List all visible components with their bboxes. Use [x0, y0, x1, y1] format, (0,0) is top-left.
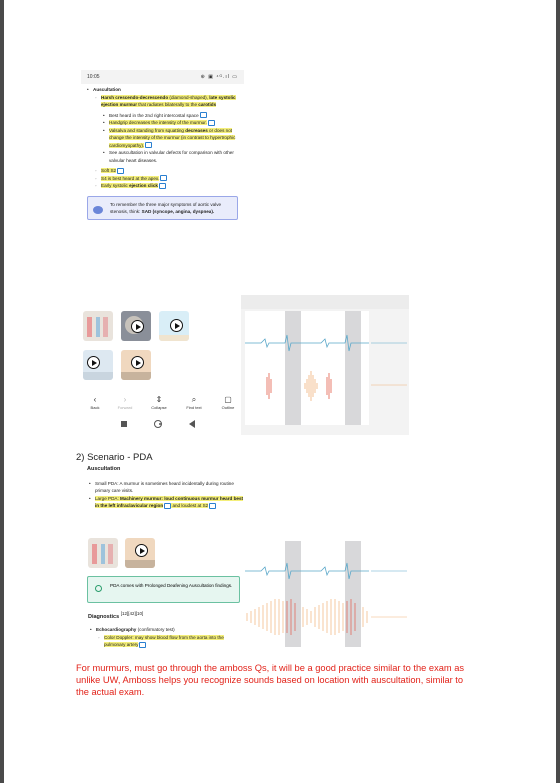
comment-icon[interactable] [159, 183, 166, 189]
pda-section [77, 466, 245, 510]
comment-icon[interactable] [209, 503, 216, 509]
soft-s2-item: ◦ Soft S2 [87, 167, 238, 175]
scenario-title: 2) Scenario - PDA [76, 452, 153, 463]
pda-mnemonic-box: PDA comes with Prolonged Deafening Auscultation findings. [87, 576, 240, 603]
video-thumbnail[interactable] [83, 311, 113, 341]
handgrip-item: • Handgrip decreases the intensity of the murmur. [87, 119, 238, 127]
forward-button[interactable]: › Forward [111, 395, 139, 410]
study-note: For murmurs, must go through the amboss Qs, it will be a good practice similar to the exam as unlike UW, Amboss helps you recognize sounds based on location with auscultation, similar to the actual exam. [76, 663, 465, 697]
chevron-right-icon: › [123, 395, 127, 404]
collapse-icon: ⇕ [155, 395, 163, 404]
find-text-button[interactable]: ⌕ Find text [180, 395, 208, 410]
comment-icon[interactable] [139, 642, 146, 648]
pda-video-thumbnail-1[interactable] [125, 538, 155, 568]
status-time: 10:05 [87, 74, 100, 80]
auscultation-heading: • Auscultation [87, 86, 238, 94]
play-icon[interactable] [131, 320, 144, 333]
echocardiography-item: • Echocardiography (confirmatory test) [90, 626, 240, 634]
document-page [4, 0, 556, 783]
back-button[interactable]: ‹ Back [81, 395, 109, 410]
outline-button[interactable]: ▢ Outline [214, 395, 242, 410]
color-doppler-item: ◦ Color Doppler: may show blood flow from the aorta into the pulmonary artery [90, 634, 240, 649]
phone-screenshot [81, 70, 244, 220]
heart-sound-diagram-pda [241, 527, 409, 653]
pda-auscultation-heading: Auscultation [87, 466, 121, 472]
video-thumbnail-1[interactable] [121, 311, 151, 341]
back-nav-icon[interactable] [189, 420, 195, 428]
video-thumbnail-3[interactable] [83, 350, 113, 380]
comment-icon[interactable] [160, 175, 167, 181]
murmur-description: ◦ Harsh crescendo-decrescendo (diamond-shaped), late systolic ejection murmur that radiates bilaterally to the carotids [87, 94, 238, 109]
status-icons: ⊕ ▣ ⁴ᴳ.ıl ▭ [200, 74, 238, 80]
brain-icon [93, 206, 103, 214]
s4-item: ◦ S4 is best heard at the apex. [87, 175, 238, 183]
diagnostics-list [90, 626, 240, 649]
outline-icon: ▢ [224, 395, 232, 404]
diagnostics-heading: Diagnostics [12][42][10] [88, 611, 144, 620]
recent-apps-icon[interactable] [121, 421, 127, 427]
comment-icon[interactable] [145, 142, 152, 148]
chevron-left-icon: ‹ [93, 395, 97, 404]
video-thumbnail-2[interactable] [159, 311, 189, 341]
heart-sound-diagram-as [241, 295, 409, 435]
comment-icon[interactable] [208, 120, 215, 126]
android-nav-bar [81, 417, 244, 431]
pda-video-thumbnail[interactable] [88, 538, 118, 568]
small-pda-item: • Small PDA: A murmur is sometimes heard incidentally during routine primary care visits. [89, 480, 245, 495]
best-heard-item: • Best heard in the 2nd right intercostal space [87, 112, 238, 120]
comment-icon[interactable] [200, 112, 207, 118]
play-icon[interactable] [135, 544, 148, 557]
find-icon: ⌕ [191, 395, 197, 404]
play-icon[interactable] [170, 319, 183, 332]
status-bar [81, 70, 244, 84]
mnemonic-tip-box: To remember the three major symptoms of aortic valve stenosis, think: SAD (syncope, angina, dyspnea). [87, 196, 238, 220]
phone-toolbar [81, 391, 244, 417]
phone-content [81, 84, 244, 220]
video-thumbnail-4[interactable] [121, 350, 151, 380]
valsalva-item: • Valsalva and standing from squatting decreases or does not change the intensity of the murmur (in contrast to hypertrophic cardiomyopathy). [87, 127, 238, 150]
collapse-button[interactable]: ⇕ Collapse [145, 395, 173, 410]
see-auscultation-item: • See auscultation in valvular defects for comparison with other valvular heart diseases. [87, 149, 238, 164]
large-pda-item: • Large PDA: Machinery murmur: loud continuous murmur heard best in the left infraclavicular region and loudest at S2 [89, 495, 245, 510]
ejection-click-item: ◦ Early systolic ejection click [87, 182, 238, 190]
lightbulb-icon [95, 585, 102, 592]
play-icon[interactable] [87, 356, 100, 369]
comment-icon[interactable] [117, 168, 124, 174]
play-icon[interactable] [131, 356, 144, 369]
